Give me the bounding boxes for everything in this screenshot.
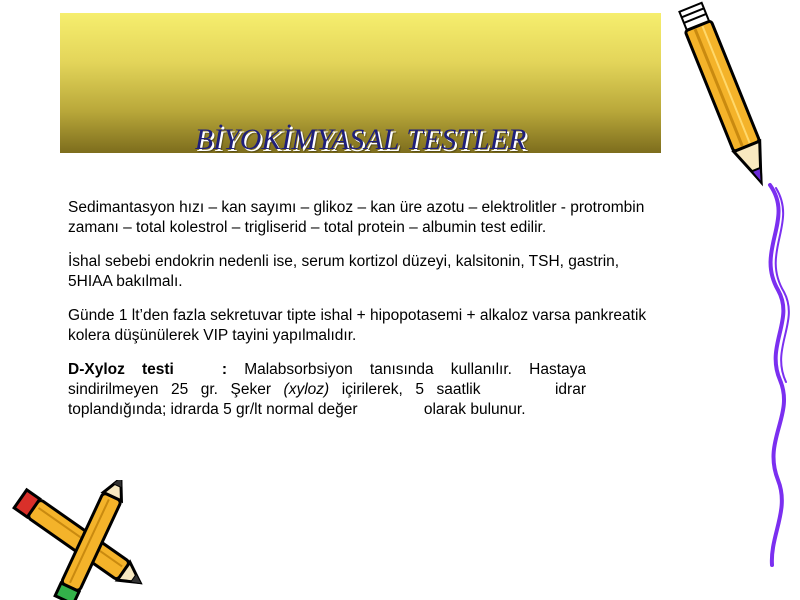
title-banner <box>60 13 661 156</box>
paragraph-endocrine: İshal sebebi endokrin nedenli ise, serum kortizol düzeyi, kalsitonin, TSH, gastrin, 5HIAA bakılmalı. <box>68 253 620 290</box>
paragraph-tests: Sedimantasyon hızı – kan sayımı – glikoz – kan üre azotu – elektrolitler - protrombin zamanı – total kolestrol – trigliserid – total protein – albumin test edilir. <box>68 199 645 236</box>
dxylose-text-2: içirilerek, 5 saatlik <box>341 381 481 398</box>
dxylose-label: D-Xyloz testi <box>68 361 174 378</box>
slide-title: BİYOKİMYASAL TESTLER <box>194 123 527 156</box>
dxylose-text-4: olarak bulunur. <box>423 401 526 418</box>
crayon-pencils-icon <box>0 480 170 600</box>
dxylose-colon: : <box>221 361 228 378</box>
paragraph-vip: Günde 1 lt’den fazla sekretuvar tipte ishal + hipopotasemi + alkaloz varsa pankreatik kolera düşünülerek VIP tayini yapılmalıdır. <box>68 307 647 344</box>
dxylose-text-1: Malabsorbsiyon tanısında kullanılır. Hastaya sindirilmeyen 25 gr. Şeker <box>68 361 586 398</box>
dxylose-italic: (xyloz) <box>283 381 330 398</box>
pencil-icon <box>668 0 788 200</box>
dxylose-text-3: idrar toplandığında; idrarda 5 gr/lt normal değer <box>68 381 586 418</box>
slide-body <box>68 198 648 434</box>
paragraph-dxylose <box>68 360 586 420</box>
squiggle-line-icon <box>740 180 800 570</box>
